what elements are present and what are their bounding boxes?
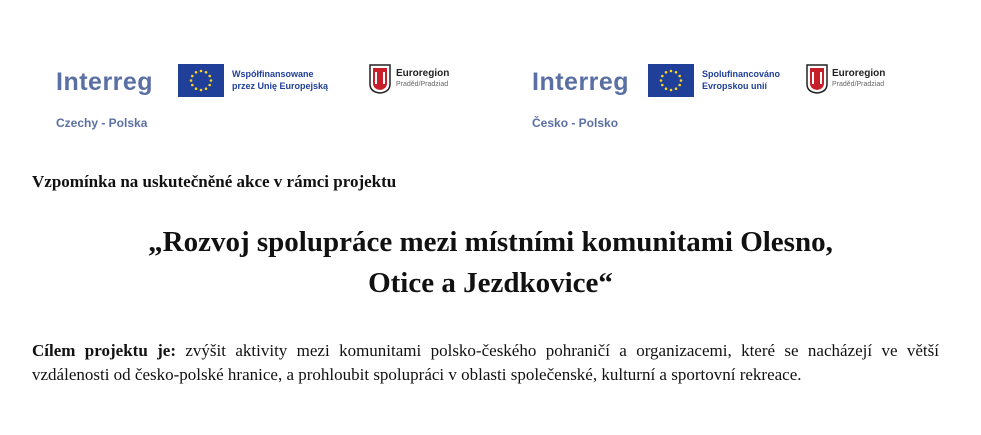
euroregion-name: Euroregion: [396, 68, 450, 79]
interreg-wordmark: Interreg: [56, 68, 154, 96]
euroregion-label: [396, 68, 449, 89]
eu-flag-icon: [648, 64, 694, 97]
document-lead: Vzpomínka na uskutečněné akce v rámci projektu: [32, 172, 397, 191]
eu-cofunding-line-1: Spolufinancováno: [702, 69, 781, 79]
document-title-line-1: „Rozvoj spolupráce mezi místními komunitami Olesno,: [148, 226, 833, 258]
euroregion-emblem-icon: [806, 64, 828, 94]
euroregion-subtitle: Praděd/Pradziad: [396, 81, 449, 88]
interreg-wordmark: Interreg: [532, 68, 630, 96]
program-region-label: Czechy - Polska: [56, 116, 148, 130]
eu-cofunding-line-2: Evropskou unií: [702, 81, 768, 91]
eu-cofunding-text: [232, 68, 328, 92]
eu-cofunding-text: [702, 68, 780, 92]
interreg-logo-cesko-polsko: [532, 62, 912, 132]
euroregion-name: Euroregion: [832, 68, 886, 79]
project-goal-label: Cílem projektu je:: [32, 341, 177, 360]
euroregion-emblem-icon: [369, 64, 391, 94]
eu-flag-icon: [178, 64, 224, 97]
program-region-label: Česko - Polsko: [532, 116, 619, 130]
interreg-logo-czechy-polska: [56, 62, 476, 132]
project-goal-paragraph: [32, 339, 939, 387]
euroregion-label: [832, 68, 885, 89]
document-title-line-2: Otice a Jezdkovice“: [368, 267, 613, 299]
project-goal-text: zvýšit aktivity mezi komunitami polsko-českého pohraničí a organizacemi, které se nacházejí ve větší vzdálenosti od česko-polské hranice, a prohloubit spolupráci v oblasti společenské, kulturní a sportovní rekreace.: [32, 341, 939, 384]
eu-cofunding-line-1: Współfinansowane: [232, 69, 314, 79]
document-title: [0, 222, 981, 304]
euroregion-subtitle: Praděd/Pradziad: [832, 81, 885, 88]
eu-cofunding-line-2: przez Unię Europejską: [232, 81, 329, 91]
